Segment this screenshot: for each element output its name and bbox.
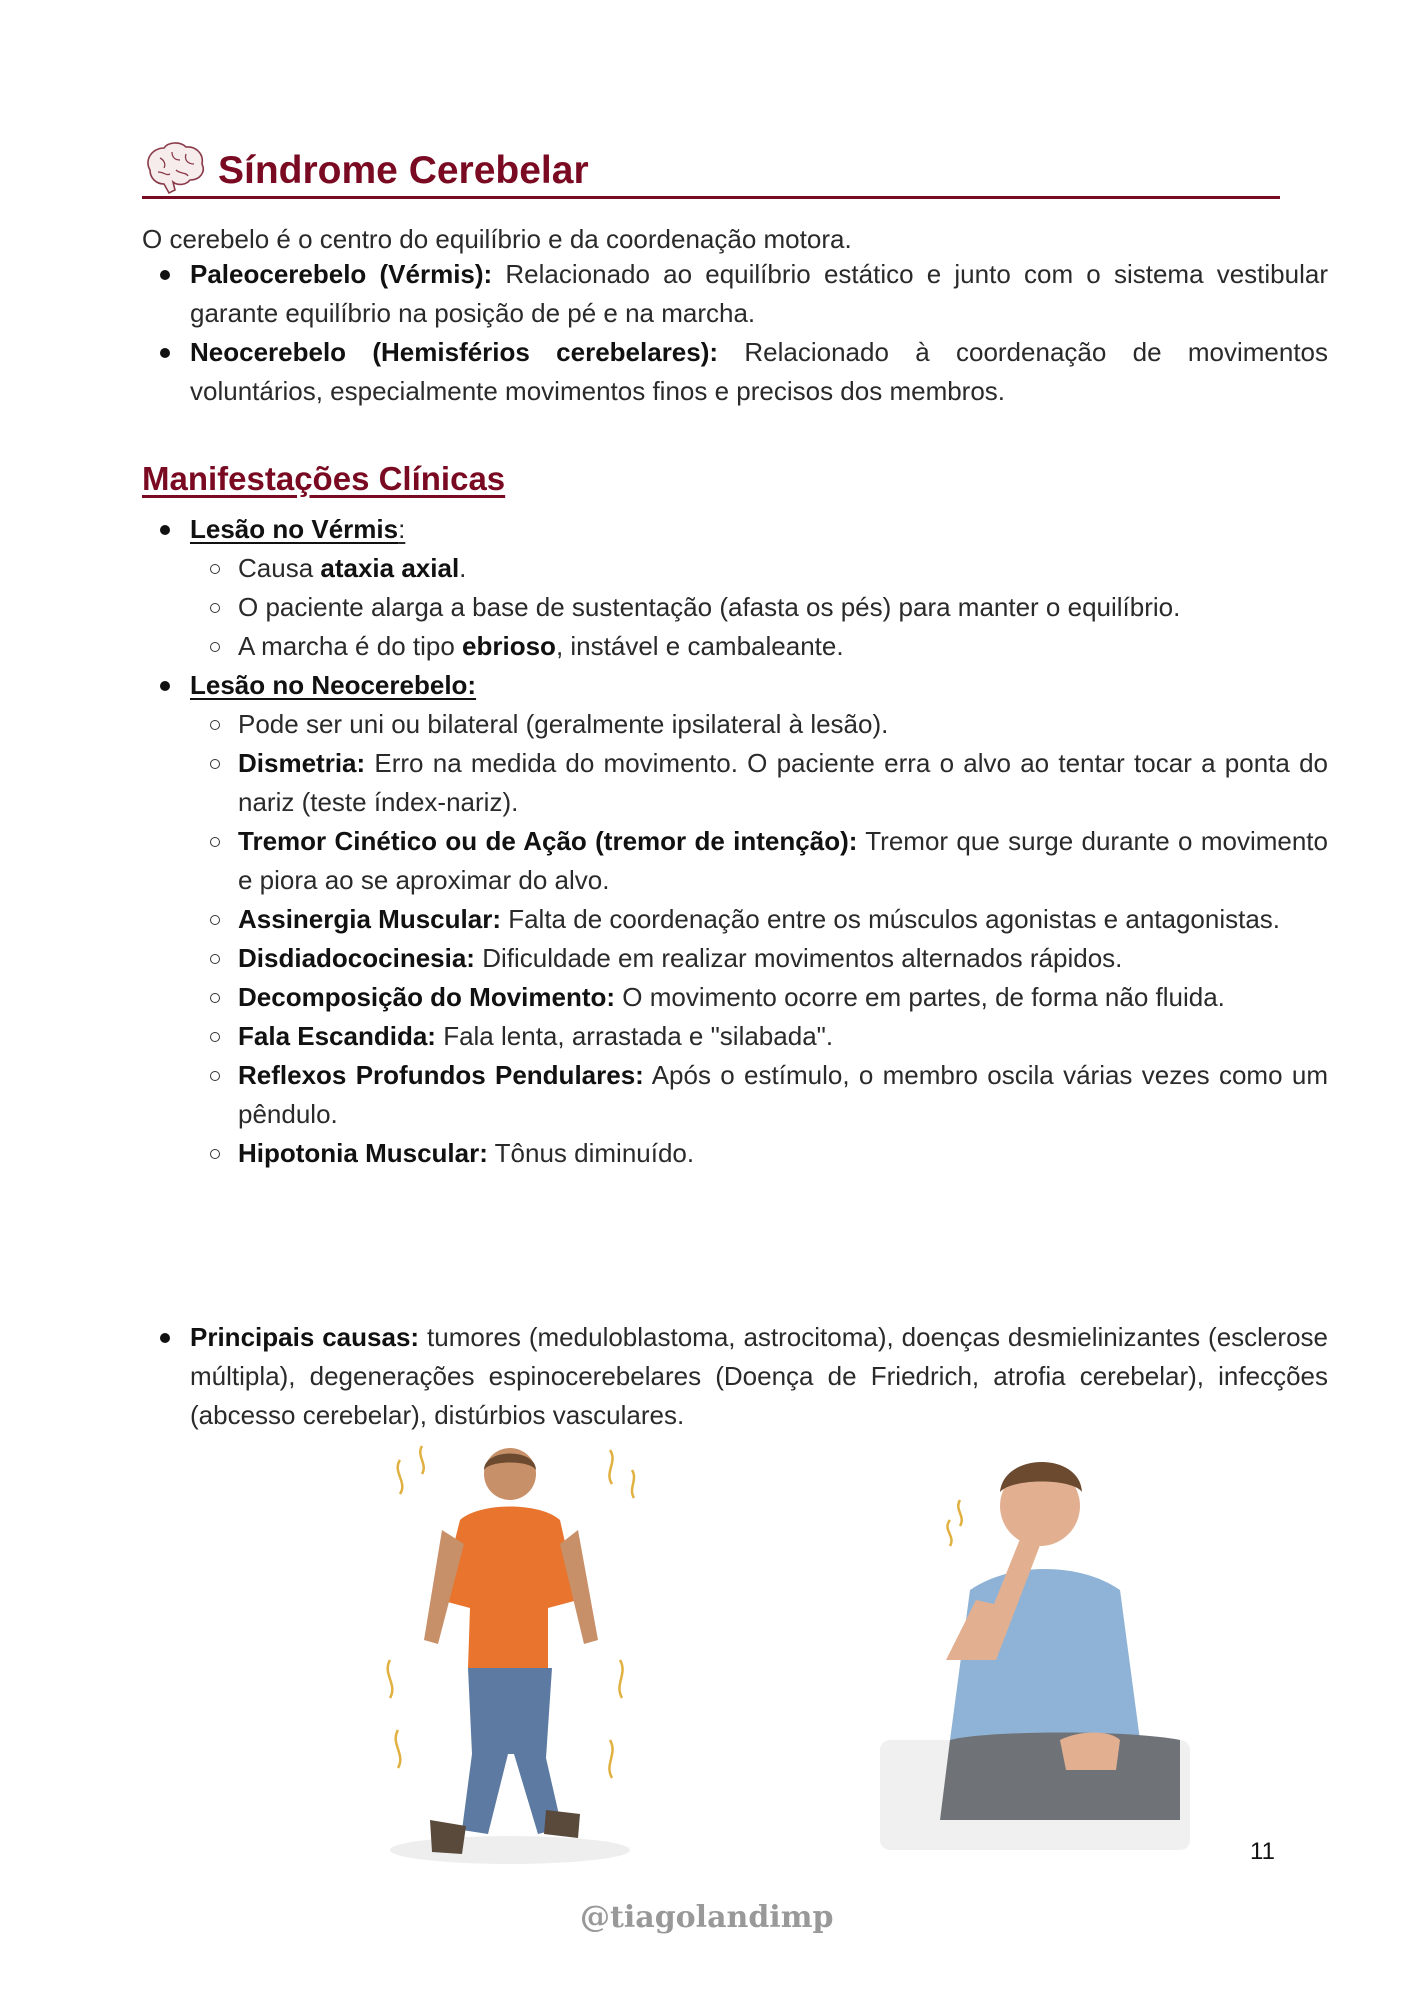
title-row [142,140,589,201]
list-item-causes: Principais causas: tumores (meduloblastoma, astrocitoma), doenças desmielinizantes (esclerose múltipla), degenerações espinocerebelares (Doença de Friedrich, atrofia cerebelar), infecções (abcesso cerebelar), distúrbios vasculares. [190,1318,1328,1435]
brain-icon [142,140,208,201]
list-item: Hipotonia Muscular: Tônus diminuído. [238,1134,1328,1173]
list-item: Decomposição do Movimento: O movimento ocorre em partes, de forma não fluida. [238,978,1328,1017]
list-item-neocerebelo [190,666,1328,1173]
page-title: Síndrome Cerebelar [218,148,589,192]
manifestations-list [142,510,1328,1173]
list-item: O paciente alarga a base de sustentação (afasta os pés) para manter o equilíbrio. [238,588,1328,627]
description: Relacionado ao equilíbrio estático e junto com o sistema vestibular garante equilíbrio na posição de pé e na marcha. [190,259,1328,328]
ataxic-gait-illustration [370,1440,660,1870]
list-item: Causa ataxia axial. [238,549,1328,588]
list-item: Fala Escandida: Fala lenta, arrastada e "silabada". [238,1017,1328,1056]
intro-list [142,255,1328,411]
list-item-vermis [190,510,1328,666]
author-handle: @tiagolandimp [580,1900,834,1935]
list-item: Disdiadococinesia: Dificuldade em realizar movimentos alternados rápidos. [238,939,1328,978]
term: Neocerebelo (Hemisférios cerebelares): [190,337,719,367]
term: Paleocerebelo (Vérmis): [190,259,493,289]
finger-nose-test-illustration [860,1440,1200,1860]
subheading: Lesão no Neocerebelo: [190,670,477,700]
list-item: Dismetria: Erro na medida do movimento. O paciente erra o alvo ao tentar tocar a ponta do nariz (teste índex-nariz). [238,744,1328,822]
title-divider [142,196,1280,199]
section-heading: Manifestações Clínicas [142,460,506,497]
list-item [190,333,1328,411]
list-item: Tremor Cinético ou de Ação (tremor de intenção): Tremor que surge durante o movimento e piora ao se aproximar do alvo. [238,822,1328,900]
list-item: Reflexos Profundos Pendulares: Após o estímulo, o membro oscila várias vezes como um pêndulo. [238,1056,1328,1134]
list-item [190,255,1328,333]
subheading: Lesão no Vérmis [190,514,399,544]
description: Relacionado à coordenação de movimentos voluntários, especialmente movimentos finos e precisos dos membros. [190,337,1329,406]
list-item: Pode ser uni ou bilateral (geralmente ipsilateral à lesão). [238,705,1328,744]
causes-list [142,1318,1328,1435]
page-number: 11 [1250,1838,1275,1865]
list-item: Assinergia Muscular: Falta de coordenação entre os músculos agonistas e antagonistas. [238,900,1328,939]
list-item: A marcha é do tipo ebrioso, instável e cambaleante. [238,627,1328,666]
intro-text: O cerebelo é o centro do equilíbrio e da coordenação motora. [142,224,852,254]
colon: : [398,514,406,544]
